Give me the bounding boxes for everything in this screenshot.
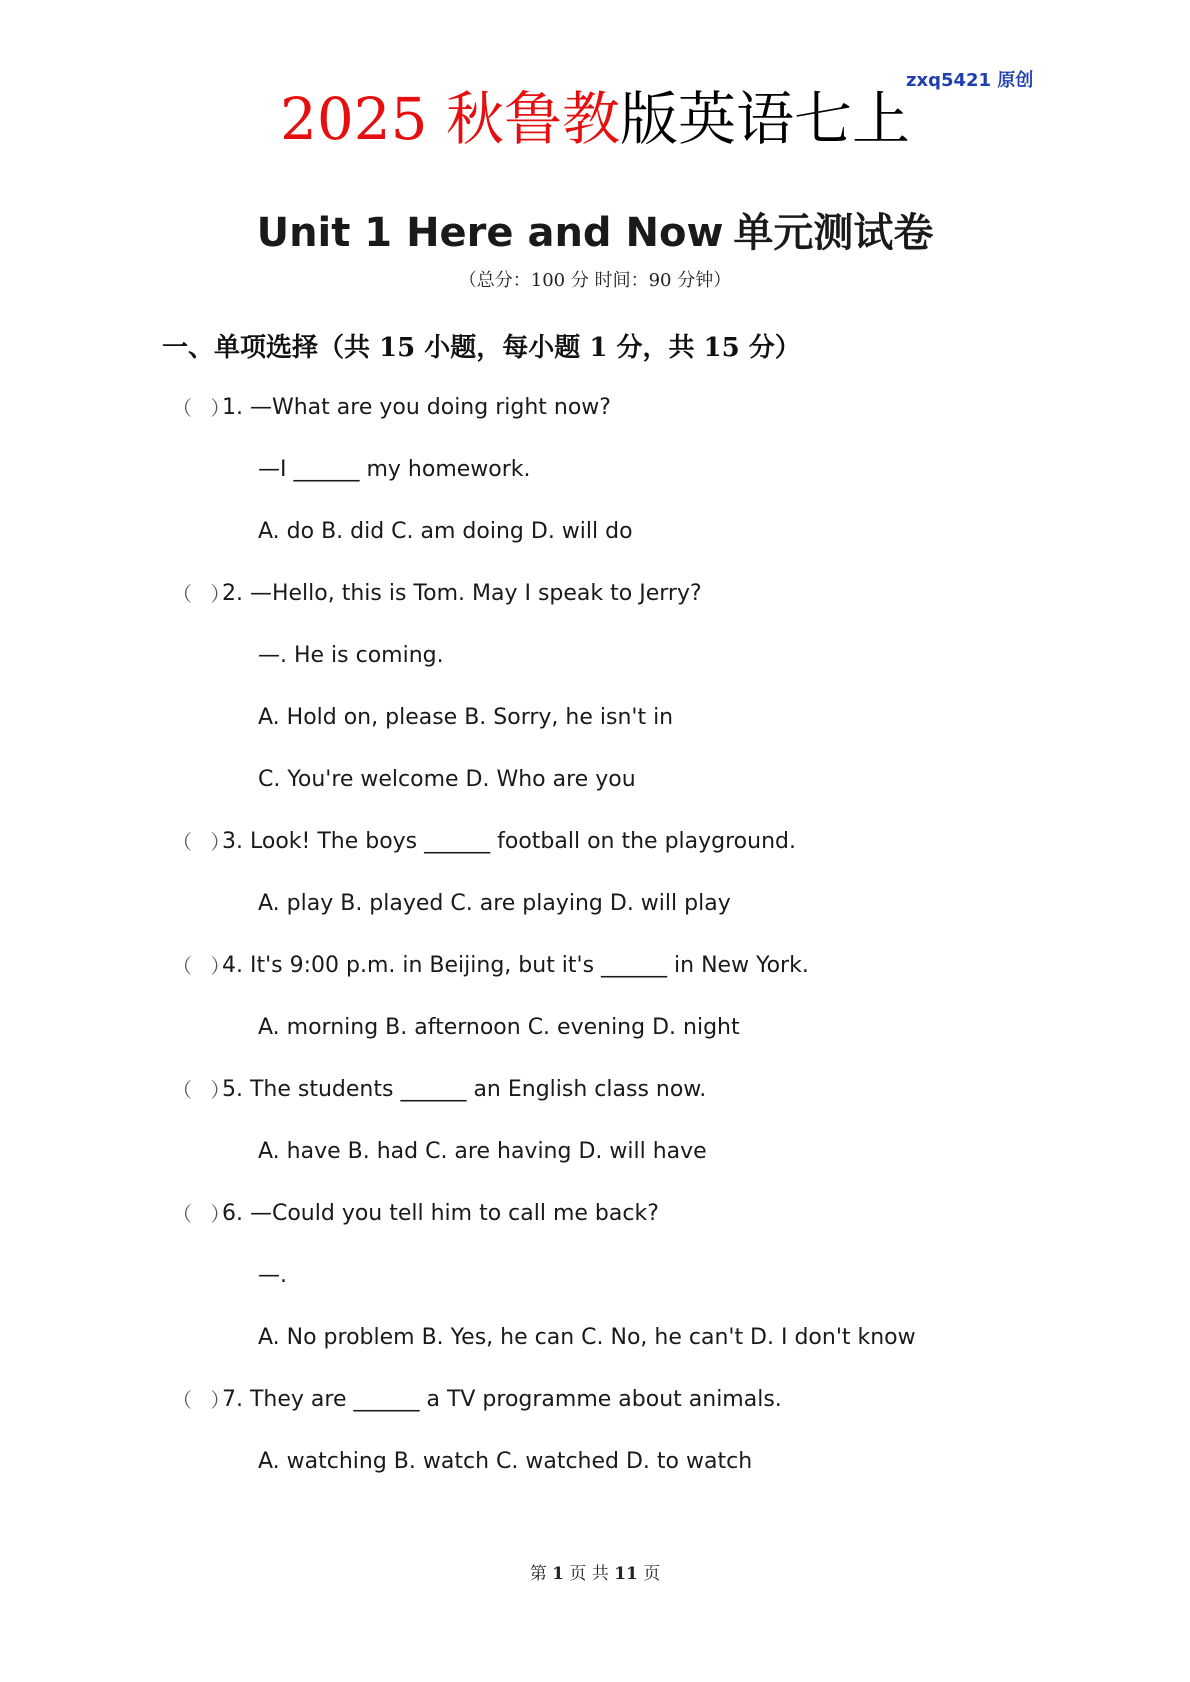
page-footer <box>0 1562 1190 1586</box>
question-options-text: A. No problem B. Yes, he can C. No, he can't D. I don't know <box>258 1325 916 1350</box>
main-title-black: 版英语七上 <box>620 85 911 153</box>
footer-suffix: 页 <box>643 1564 661 1584</box>
question-stem: 2. —Hello, this is Tom. May I speak to Jerry? <box>222 581 702 606</box>
answer-blank[interactable]: （ ） <box>172 1078 237 1102</box>
question-stem: 6. —Could you tell him to call me back? <box>222 1201 659 1226</box>
question-line-text: —. <box>258 1263 287 1288</box>
question-line-text: —I ______ my homework. <box>258 457 531 482</box>
unit-title-chinese: 单元测试卷 <box>733 209 934 256</box>
question-options-text: A. do B. did C. am doing D. will do <box>258 519 633 544</box>
question-options-text: C. You're welcome D. Who are you <box>258 767 636 792</box>
section-heading: 一、单项选择（共 15 小题，每小题 1 分，共 15 分） <box>162 333 801 363</box>
answer-blank[interactable]: （ ） <box>172 830 237 854</box>
footer-prefix: 第 <box>529 1564 547 1584</box>
answer-blank[interactable]: （ ） <box>172 396 237 420</box>
answer-blank[interactable]: （ ） <box>172 1388 237 1412</box>
question-options-text: A. have B. had C. are having D. will have <box>258 1139 707 1164</box>
question-stem: 5. The students ______ an English class now. <box>222 1077 707 1102</box>
question-options-text: A. Hold on, please B. Sorry, he isn't in <box>258 705 674 730</box>
question-stem: 7. They are ______ a TV programme about animals. <box>222 1387 782 1412</box>
footer-mid: 页 共 <box>569 1564 609 1584</box>
answer-blank[interactable]: （ ） <box>172 954 237 978</box>
unit-title <box>0 206 1190 260</box>
footer-page-total: 11 <box>614 1564 638 1584</box>
answer-blank[interactable]: （ ） <box>172 1202 237 1226</box>
question-stem: 1. —What are you doing right now? <box>222 395 611 420</box>
unit-title-english: Unit 1 Here and Now <box>256 210 724 256</box>
question-options-text: A. watching B. watch C. watched D. to watch <box>258 1449 753 1474</box>
question-line-text: —. He is coming. <box>258 643 444 668</box>
question-options-text: A. morning B. afternoon C. evening D. night <box>258 1015 740 1040</box>
question-stem: 4. It's 9:00 p.m. in Beijing, but it's ______ in New York. <box>222 953 809 978</box>
question-stem: 3. Look! The boys ______ football on the playground. <box>222 829 796 854</box>
question-options-text: A. play B. played C. are playing D. will play <box>258 891 731 916</box>
watermark-label: zxq5421 原创 <box>906 70 1034 91</box>
main-title-red: 2025 秋鲁教 <box>279 85 621 153</box>
main-title <box>0 84 1190 154</box>
answer-blank[interactable]: （ ） <box>172 582 237 606</box>
footer-page-number: 1 <box>552 1564 564 1584</box>
exam-info: （总分：100 分 时间：90 分钟） <box>458 270 732 291</box>
